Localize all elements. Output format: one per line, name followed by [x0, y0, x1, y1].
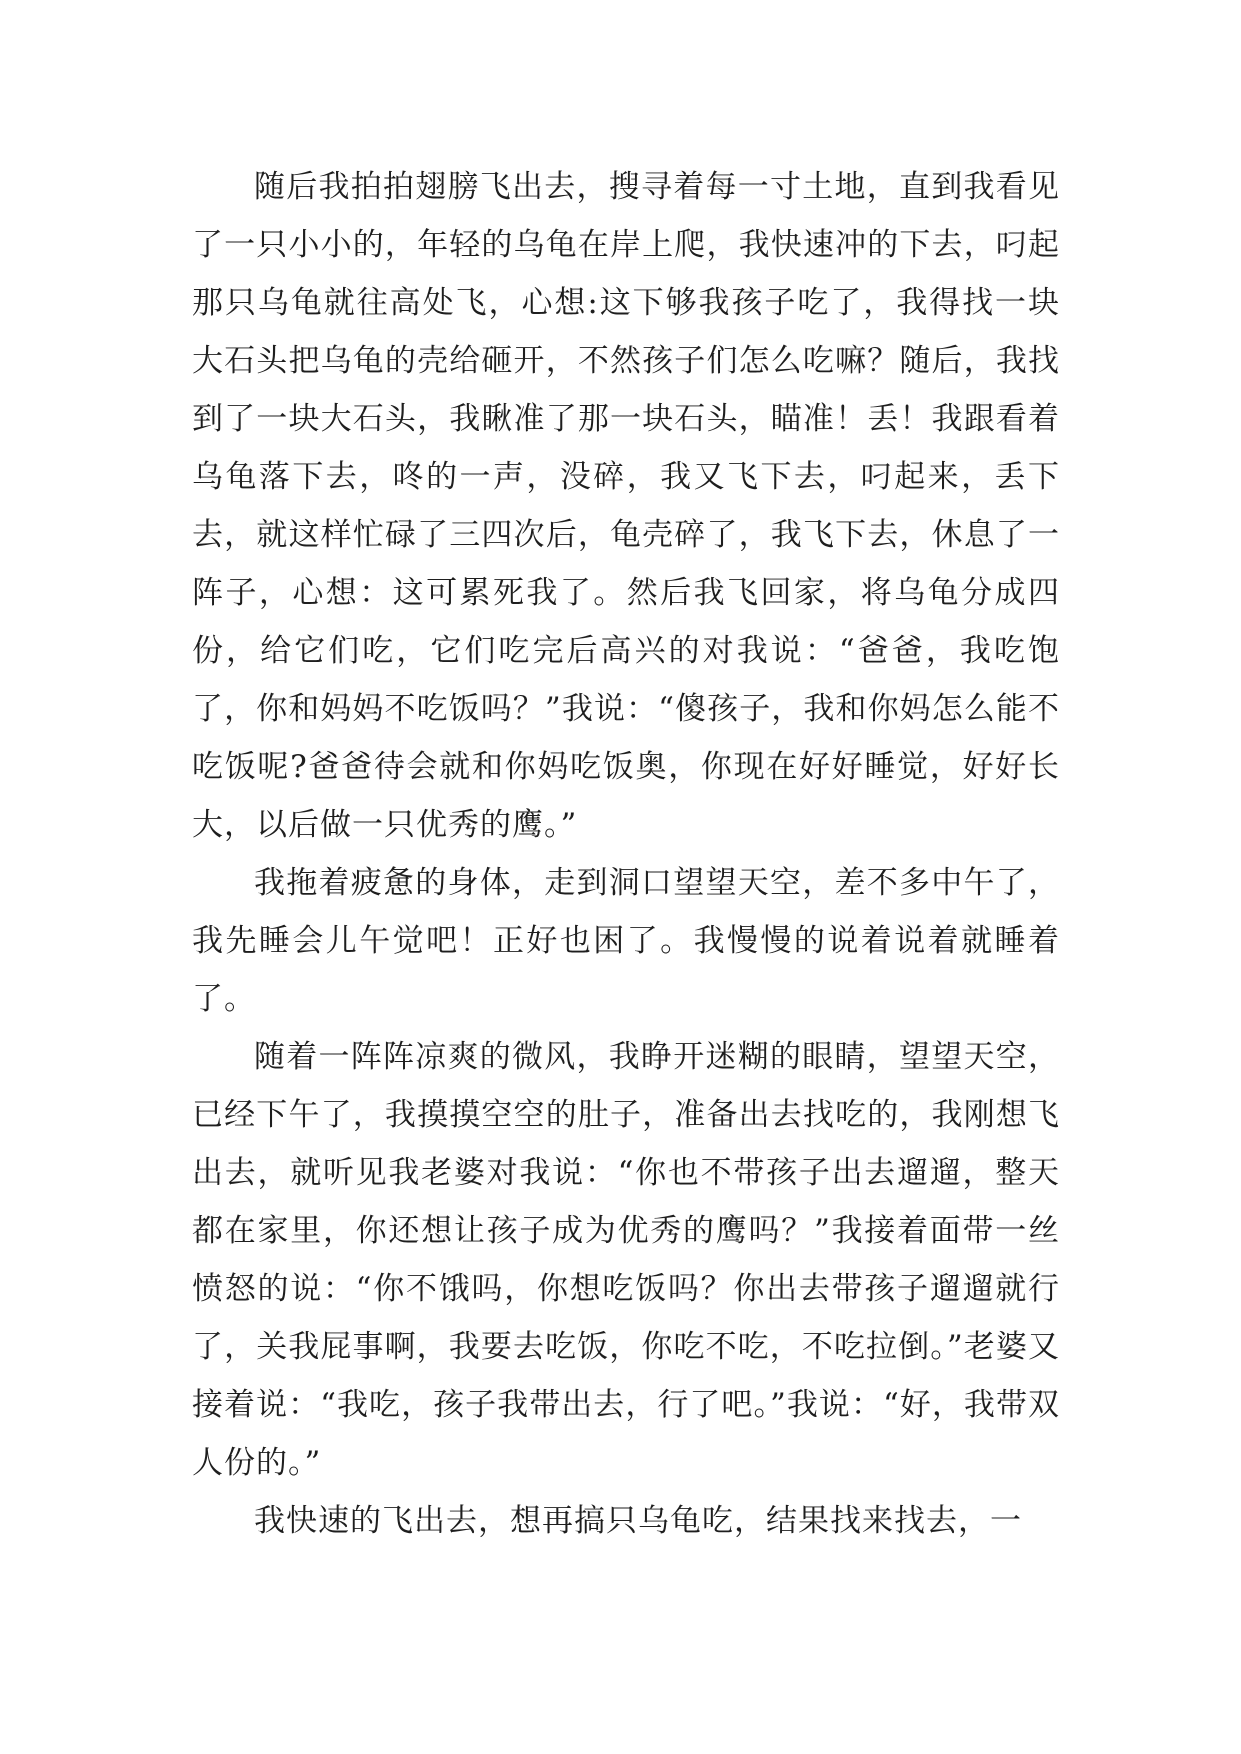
- paragraph-2: 我拖着疲惫的身体，走到洞口望望天空，差不多中午了，我先睡会儿午觉吧！正好也困了。我慢慢的说着说着就睡着了。: [192, 865, 1060, 1017]
- paragraph-1: 随后我拍拍翅膀飞出去，搜寻着每一寸土地，直到我看见了一只小小的，年轻的乌龟在岸上爬，我快速冲的下去，叼起那只乌龟就往高处飞，心想:这下够我孩子吃了，我得找一块大石头把乌龟的壳给砸开，不然孩子们怎么吃嘛？随后，我找到了一块大石头，我瞅准了那一块石头，瞄准！丢！我跟看着乌龟落下去，咚的一声，没碎，我又飞下去，叼起来，丢下去，就这样忙碌了三四次后，龟壳碎了，我飞下去，休息了一阵子，心想：这可累死我了。然后我飞回家，将乌龟分成四份，给它们吃，它们吃完后高兴的对我说：“爸爸，我吃饱了，你和妈妈不吃饭吗？”我说：“傻孩子，我和你妈怎么能不吃饭呢?爸爸待会就和你妈吃饭奥，你现在好好睡觉，好好长大，以后做一只优秀的鹰。”: [192, 169, 1060, 843]
- paragraph-4: 我快速的飞出去，想再搞只乌龟吃，结果找来找去，一: [254, 1503, 1022, 1539]
- paragraph-3: 随着一阵阵凉爽的微风，我睁开迷糊的眼睛，望望天空，已经下午了，我摸摸空空的肚子，准备出去找吃的，我刚想飞出去，就听见我老婆对我说：“你也不带孩子出去遛遛，整天都在家里，你还想让孩子成为优秀的鹰吗？”我接着面带一丝愤怒的说：“你不饿吗，你想吃饭吗？你出去带孩子遛遛就行了，关我屁事啊，我要去吃饭，你吃不吃，不吃拉倒。”老婆又接着说：“我吃，孩子我带出去，行了吧。”我说：“好，我带双人份的。”: [192, 1039, 1060, 1481]
- body-text: [192, 158, 1060, 1550]
